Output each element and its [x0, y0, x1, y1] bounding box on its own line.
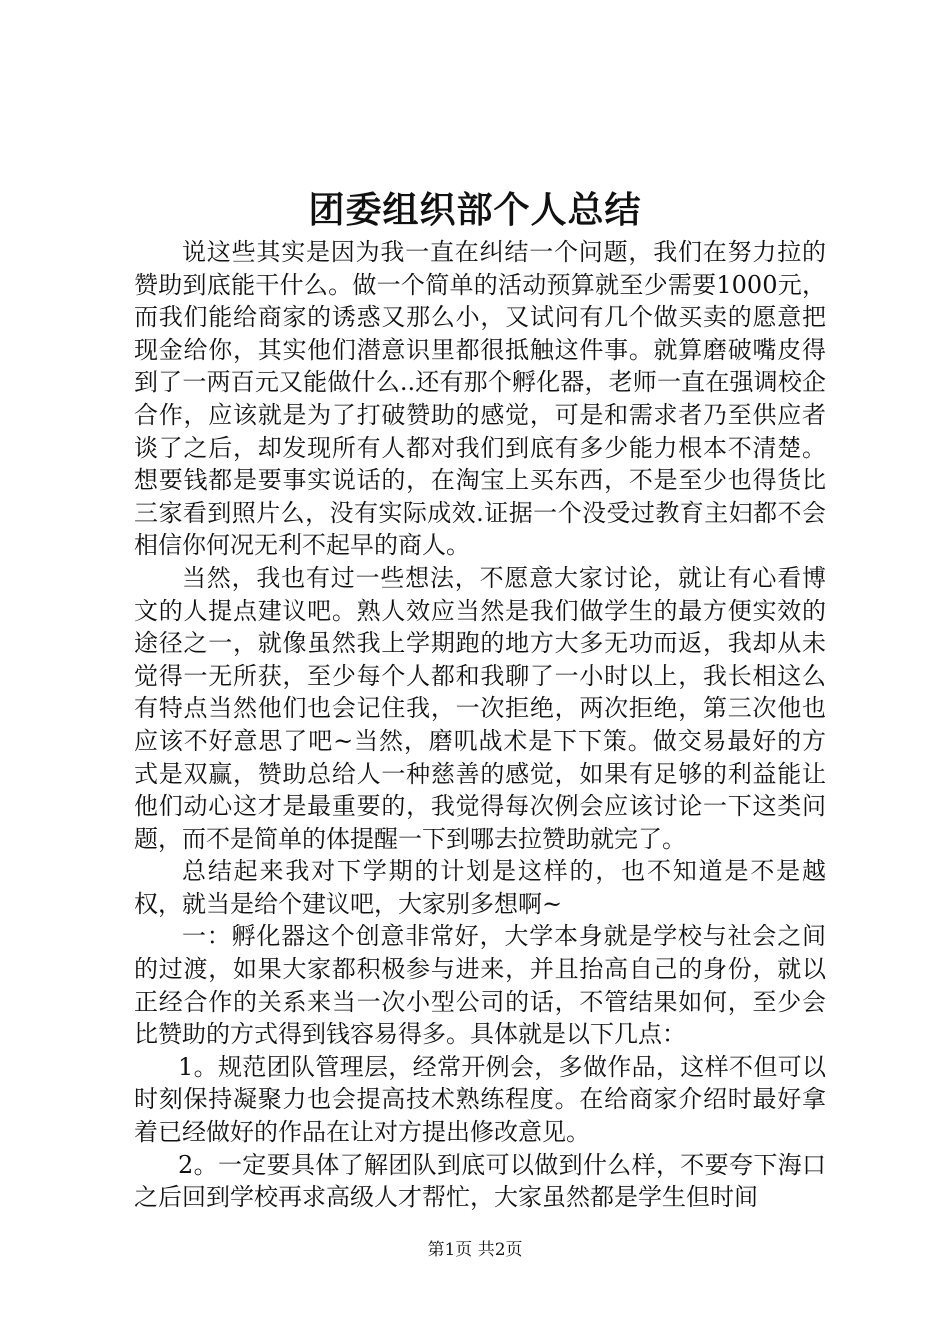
list-item: 2。一定要具体了解团队到底可以做到什么样，不要夸下海口之后回到学校再求高级人才帮忙，大家虽然都是学生但时间 — [134, 1150, 826, 1212]
paragraph: 一：孵化器这个创意非常好，大学本身就是学校与社会之间的过渡，如果大家都积极参与进来，并且抬高自己的身份，就以正经合作的关系来当一次小型公司的话，不管结果如何，至少会比赞助的方式得到钱容易得多。具体就是以下几点： — [134, 922, 826, 1049]
paragraph: 当然，我也有过一些想法，不愿意大家讨论，就让有心看博文的人提点建议吧。熟人效应当然是我们做学生的最方便实效的途径之一，就像虽然我上学期跑的地方大多无功而返，我却从未觉得一无所获，至少每个人都和我聊了一小时以上，我长相这么有特点当然他们也会记住我，一次拒绝，两次拒绝，第三次他也应该不好意思了吧~当然，磨叽战术是下下策。做交易最好的方式是双赢，赞助总给人一种慈善的感觉，如果有足够的利益能让他们动心这才是最重要的，我觉得每次例会应该讨论一下这类问题，而不是简单的体提醒一下到哪去拉赞助就完了。 — [134, 563, 826, 853]
document-title: 团委组织部个人总结 — [308, 189, 642, 231]
paragraph: 总结起来我对下学期的计划是这样的，也不知道是不是越权，就当是给个建议吧，大家别多想啊~ — [134, 857, 826, 918]
paragraph: 说这些其实是因为我一直在纠结一个问题，我们在努力拉的赞助到底能干什么。做一个简单的活动预算就至少需要1000元，而我们能给商家的诱惑又那么小，又试问有几个做买卖的愿意把现金给你，其实他们潜意识里都很抵触这件事。就算磨破嘴皮得到了一两百元又能做什么..还有那个孵化器，老师一直在强调校企合作，应该就是为了打破赞助的感觉，可是和需求者乃至供应者谈了之后，却发现所有人都对我们到底有多少能力根本不清楚。想要钱都是要事实说话的，在淘宝上买东西，不是至少也得货比三家看到照片么，没有实际成效.证据一个没受过教育主妇都不会相信你何况无利不起早的商人。 — [134, 238, 826, 560]
document-body — [134, 236, 826, 1214]
list-item: 1。规范团队管理层，经常开例会，多做作品，这样不但可以时刻保持凝聚力也会提高技术熟练程度。在给商家介绍时最好拿着已经做好的作品在让对方提出修改意见。 — [134, 1052, 826, 1147]
page-number: 第1页 共2页 — [427, 1240, 523, 1260]
